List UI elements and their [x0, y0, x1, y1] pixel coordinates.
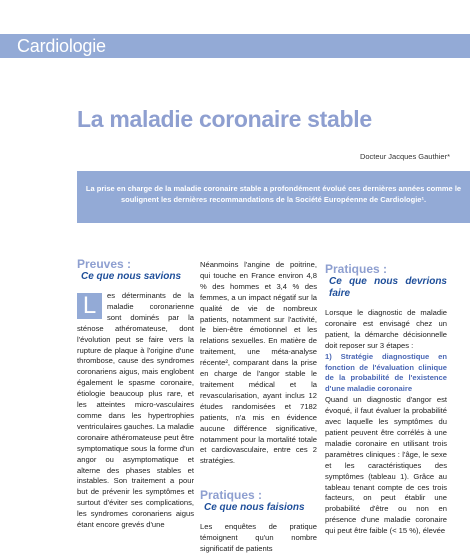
- col1-text: es déterminants de la maladie coronarienne sont dominés par la sténose athéromateuse, dont l'évolution peut se faire vers la rupture de plaque à l'origine d'une thrombose, cause des syndromes coronariens aigus, mais englobent également le spasme coronaire, étiologie beaucoup plus rare, et les atteintes micro-vasculaires comme dans les hypertrophies ventriculaires gauches. La maladie coronaire athéromateuse peut être symptomatique sous la forme d'un angor ou asymptomatique et alterne des phases stables et instables. Son traitement a pour but de prévenir les symptômes et surtout d'éviter ses complications, les syndromes coronariens aigus étant encore grevés d'une: [77, 291, 194, 530]
- col2-paragraph-1: Néanmoins l'angine de poitrine, qui touche en France environ 4,8 % des hommes et 3,4 % des femmes, a un impact négatif sur la qualité de vie de nombreux patients, notamment sur l'activité, le bien-être émotionnel et les relations sexuelles. En matière de traitement, une méta-analyse récente², comparant dans la prise en charge de l'angor stable le traitement médical et la revascularisation, ayant inclus 12 études randomisées et 7182 patients, n'a mis en évidence aucune différence significative, notamment pour la mortalité totale et cardiovasculaire, entre ces 2 stratégies.: [200, 260, 317, 466]
- col1-paragraph: [77, 291, 194, 531]
- col3-heading: Pratiques :: [325, 262, 388, 276]
- author-line: Docteur Jacques Gauthier*: [359, 152, 450, 161]
- column-3: [325, 263, 447, 537]
- col2-heading: Pratiques :: [200, 488, 263, 503]
- col2-subheading: Ce que nous faisions: [204, 502, 305, 514]
- col3-paragraph-2: Quand un diagnostic d'angor est évoqué, il faut évaluer la probabilité avec laquelle les symptômes du patient peuvent être corrélés à une maladie coronaire en utilisant trois paramètres cliniques : l'âge, le sexe et les caractéristiques des symptômes (tableau 1). Grâce au tableau tenant compte de ces trois facteurs, on peut établir une probabilité d'être ou non en présence d'une maladie coronaire qui peut être faible (< 15 %), élevée: [325, 395, 447, 536]
- section-band: [0, 34, 470, 58]
- col3-subhead: 1) Stratégie diagnostique en fonction de l'évaluation clinique de la probabilité de l'existence d'une maladie coronaire: [325, 351, 447, 394]
- col1-subheading: Ce que nous savions: [81, 271, 182, 282]
- column-2: [200, 260, 317, 555]
- col1-heading: Preuves :: [77, 257, 132, 271]
- intro-box: La prise en charge de la maladie coronaire stable a profondément évolué ces dernières années comme le soulignent les dernières recommandations de la Société Européenne de Cardiologie¹.: [77, 171, 470, 223]
- column-1: [77, 258, 194, 531]
- article-title: La maladie coronaire stable: [77, 106, 372, 132]
- col3-subheading: Ce que nous devrions faire: [329, 276, 447, 299]
- col2-paragraph-2: Les enquêtes de pratique témoignent qu'un nombre significatif de patients: [200, 522, 317, 554]
- dropcap: L: [77, 293, 102, 319]
- section-label: Cardiologie: [17, 36, 106, 56]
- col3-paragraph-1: Lorsque le diagnostic de maladie coronaire est envisagé chez un patient, la démarche décisionnelle doit reposer sur 3 étapes :: [325, 308, 447, 350]
